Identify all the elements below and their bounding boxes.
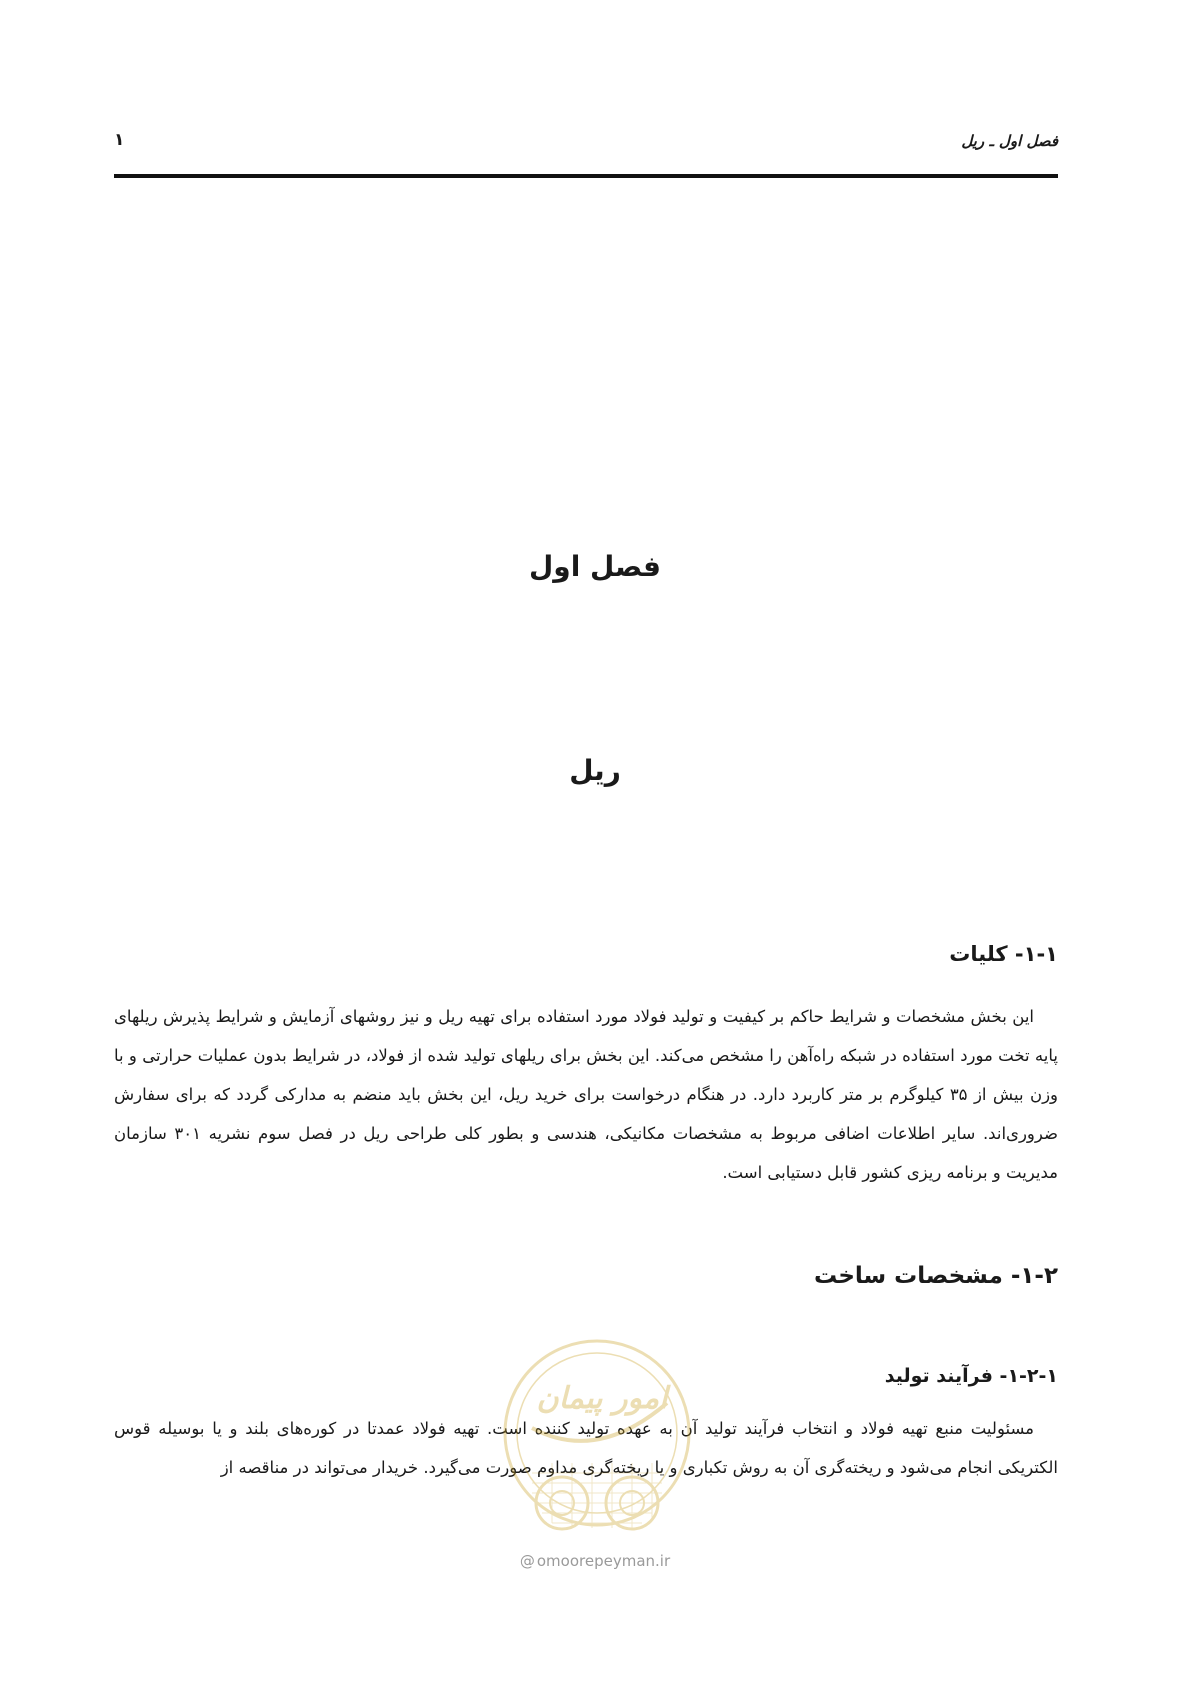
chapter-label: فصل اول (529, 550, 661, 583)
section-heading-general: ۱-۱- کلیات (949, 942, 1058, 966)
running-header (114, 128, 1058, 158)
watermark-url (490, 1552, 700, 1570)
at-icon: @ (519, 1552, 535, 1570)
page-number: ۱ (114, 130, 125, 150)
watermark-logo-text: امور پیمان (536, 1381, 668, 1416)
header-chapter-title: فصل اول ـ ریل (961, 132, 1058, 150)
subsection-heading-production: ۱-۲-۱- فرآیند تولید (884, 1365, 1058, 1387)
watermark-url-text: omoorepeyman.ir (536, 1552, 671, 1570)
header-divider (114, 174, 1058, 178)
section-paragraph-general: این بخش مشخصات و شرایط حاکم بر کیفیت و تولید فولاد مورد استفاده برای تهیه ریل و نیز روشهای آزمایش و شرایط پذیرش ریلهای پایه تخت مورد استفاده در شبکه راه‌آهن را مشخص می‌کند. این بخش برای ریلهای تولید شده از فولاد، در شرایط بدون عملیات حرارتی و با وزن بیش از ۳۵ کیلوگرم بر متر کاربرد دارد. در هنگام درخواست برای خرید ریل، این بخش باید منضم به مدارکی گردد که برای سفارش ضروری‌اند. سایر اطلاعات اضافی مربوط به مشخصات مکانیکی، هندسی و بطور کلی طراحی ریل در فصل سوم نشریه ۳۰۱ سازمان مدیریت و برنامه ریزی کشور قابل دستیابی است. (114, 1007, 1059, 1182)
subsection-paragraph-production: مسئولیت منبع تهیه فولاد و انتخاب فرآیند تولید آن به عهده تولید کننده است. تهیه فولاد عمدتا در کوره‌های بلند و یا بوسیله قوس الکتریکی انجام می‌شود و ریخته‌گری آن به روش تکباری و یا ریخته‌گری مداوم صورت می‌گیرد. خریدار می‌تواند در مناقصه از (114, 1419, 1058, 1477)
chapter-title: ریل (569, 754, 621, 787)
section-heading-construction: ۱-۲- مشخصات ساخت (814, 1263, 1058, 1289)
